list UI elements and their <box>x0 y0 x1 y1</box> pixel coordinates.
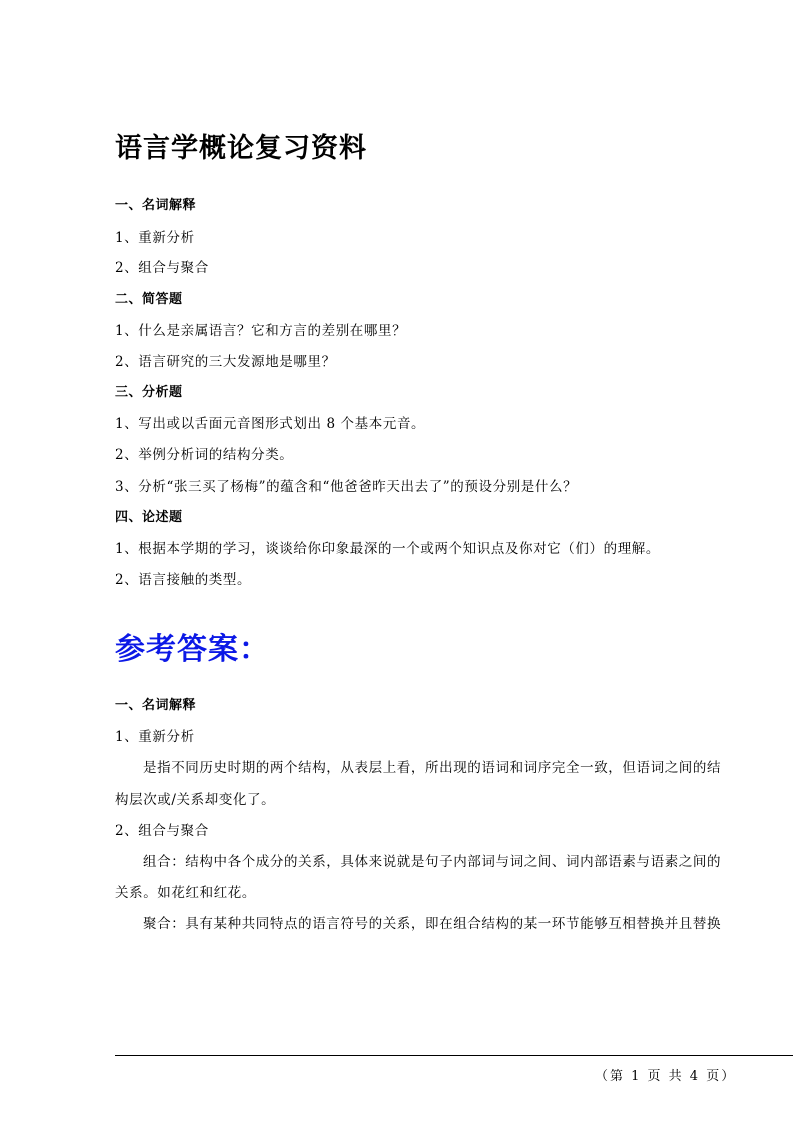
question-item: 1、写出或以舌面元音图形式划出 8 个基本元音。 <box>115 416 426 432</box>
question-item: 1、什么是亲属语言？它和方言的差别在哪里？ <box>115 323 407 339</box>
question-item: 3、分析“张三买了杨梅”的蕴含和“他爸爸昨天出去了”的预设分别是什么？ <box>115 479 578 495</box>
section-heading: 三、分析题 <box>115 385 183 400</box>
question-item: 2、组合与聚合 <box>115 260 209 276</box>
question-item: 2、语言研究的三大发源地是哪里？ <box>115 354 336 370</box>
footer-divider <box>115 1055 793 1056</box>
question-item: 1、重新分析 <box>115 230 195 246</box>
question-item: 2、举例分析词的结构分类。 <box>115 447 294 463</box>
question-item: 1、根据本学期的学习，谈谈给你印象最深的一个或两个知识点及你对它（们）的理解。 <box>115 541 660 557</box>
section-heading: 四、论述题 <box>115 510 183 525</box>
answer-term: 1、重新分析 <box>115 729 195 745</box>
section-heading: 一、名词解释 <box>115 698 197 713</box>
document-title: 语言学概论复习资料 <box>115 133 367 164</box>
answer-text: 聚合：具有某种共同特点的语言符号的关系，即在组合结构的某一环节能够互相替换并且替换 <box>143 916 722 932</box>
question-item: 2、语言接触的类型。 <box>115 572 252 588</box>
answer-term: 2、组合与聚合 <box>115 823 209 839</box>
answer-text: 是指不同历史时期的两个结构，从表层上看，所出现的语词和词序完全一致，但语词之间的结 <box>143 760 722 776</box>
answer-text: 关系。如花红和红花。 <box>115 885 256 901</box>
answer-text: 构层次或/关系却变化了。 <box>115 792 276 808</box>
page-number: （第 1 页 共 4 页） <box>595 1069 737 1084</box>
answer-text: 组合：结构中各个成分的关系，具体来说就是句子内部词与词之间、词内部语素与语素之间的 <box>143 854 722 870</box>
answers-heading: 参考答案： <box>115 632 270 667</box>
section-heading: 二、简答题 <box>115 292 183 307</box>
section-heading: 一、名词解释 <box>115 198 197 213</box>
